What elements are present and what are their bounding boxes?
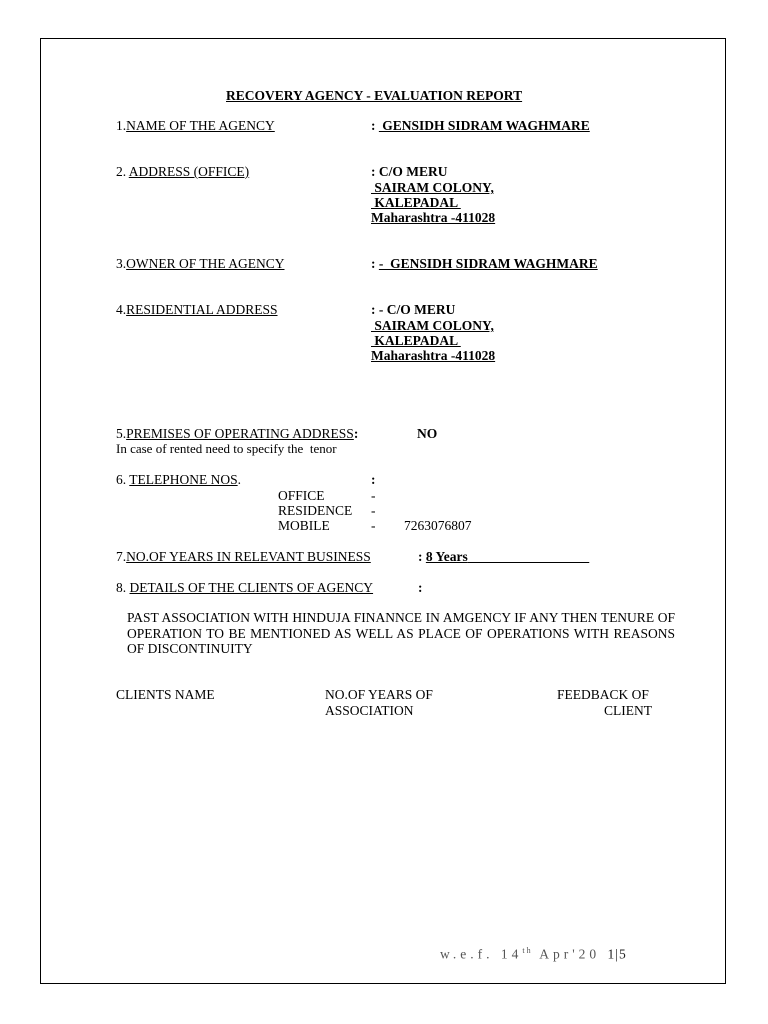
item4-address-line4: Maharashtra -411028 xyxy=(371,348,496,363)
item7-value: : 8 Years xyxy=(418,549,468,564)
phone-mobile-dash: - xyxy=(371,518,376,533)
item4-label: 4.RESIDENTIAL ADDRESS xyxy=(116,302,278,317)
phone-residence-dash: - xyxy=(371,503,376,518)
report-title: RECOVERY AGENCY - EVALUATION REPORT xyxy=(226,88,523,103)
item1-value: : GENSIDH SIDRAM WAGHMARE xyxy=(371,118,590,133)
item5-note: In case of rented need to specify the tenor xyxy=(116,441,337,456)
clients-name-header: CLIENTS NAME xyxy=(116,687,215,702)
phone-office-dash: - xyxy=(371,488,376,503)
phone-residence-label: RESIDENCE xyxy=(278,503,353,518)
item3-label: 3.OWNER OF THE AGENCY xyxy=(116,256,285,271)
item4-address-line1: : - C/O MERU xyxy=(371,302,456,317)
item6-label: 6. TELEPHONE NOS. xyxy=(116,472,242,487)
page-footer: w.e.f. 14th Apr'20 1|5 xyxy=(440,946,627,962)
item8-colon: : xyxy=(418,580,423,595)
item5-label: 5.PREMISES OF OPERATING ADDRESS: xyxy=(116,426,359,441)
item4-address-line3: KALEPADAL xyxy=(371,333,461,348)
item1-label: 1.NAME OF THE AGENCY xyxy=(116,118,275,133)
page-number: 1|5 xyxy=(607,946,627,962)
item8-label: 8. DETAILS OF THE CLIENTS OF AGENCY xyxy=(116,580,374,595)
item2-address-line1: : C/O MERU xyxy=(371,164,448,179)
item2-address-line3: KALEPADAL xyxy=(371,195,461,210)
phone-office-label: OFFICE xyxy=(278,488,325,503)
item4-address-line2: SAIRAM COLONY, xyxy=(371,318,494,333)
item2-address-line4: Maharashtra -411028 xyxy=(371,210,496,225)
item2-label: 2. ADDRESS (OFFICE) xyxy=(116,164,250,179)
item7-label: 7.NO.OF YEARS IN RELEVANT BUSINESS xyxy=(116,549,371,564)
past-association-paragraph: PAST ASSOCIATION WITH HINDUJA FINANNCE IN AMGENCY IF ANY THEN TENURE OF OPERATION TO BE MENTIONED AS WELL AS PLACE OF OPERATIONS WITH REASONS OF DISCONTINUITY xyxy=(127,610,675,656)
phone-mobile-value: 7263076807 xyxy=(404,518,472,533)
feedback-header-line1: FEEDBACK OF xyxy=(557,687,649,702)
phone-mobile-label: MOBILE xyxy=(278,518,330,533)
years-header-line2: ASSOCIATION xyxy=(325,703,414,718)
item5-value: NO xyxy=(417,426,438,441)
feedback-header-line2: CLIENT xyxy=(604,703,652,718)
years-header-line1: NO.OF YEARS OF xyxy=(325,687,433,702)
item3-value: : - GENSIDH SIDRAM WAGHMARE xyxy=(371,256,598,271)
item6-colon: : xyxy=(371,472,376,487)
item2-address-line2: SAIRAM COLONY, xyxy=(371,180,494,195)
